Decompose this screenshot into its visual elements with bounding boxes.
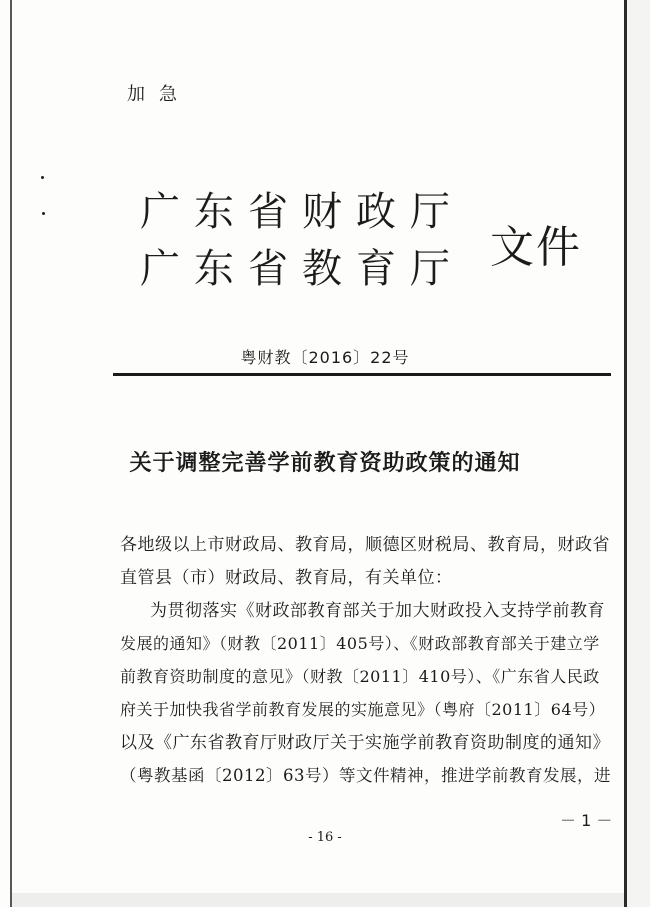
issuer-line-education: 广东省教育厅 — [140, 246, 464, 292]
body-line: （粤教基函〔2012〕63号）等文件精神，推进学前教育发展，进 — [120, 766, 611, 785]
body-line: 为贯彻落实《财政部教育部关于加大财政投入支持学前教育 — [150, 601, 605, 621]
document-title: 关于调整完善学前教育资助政策的通知 — [129, 450, 521, 476]
document-type-label: 文件 — [490, 222, 582, 273]
body-line: 发展的通知》（财教〔2011〕405号）、《财政部教育部关于建立学 — [120, 634, 600, 653]
body-line: 府关于加快我省学前教育发展的实施意见》（粤府〔2011〕64号） — [120, 700, 606, 719]
body-line: 各地级以上市财政局、教育局，顺德区财税局、教育局，财政省 — [120, 535, 610, 555]
header-divider — [113, 373, 611, 376]
document-number: 粤财教〔2016〕22号 — [240, 348, 410, 367]
body-line: 直管县（市）财政局、教育局，有关单位： — [120, 568, 453, 588]
urgency-label: 加急 — [127, 84, 191, 105]
scan-margin-bottom — [12, 893, 624, 907]
body-line: 以及《广东省教育厅财政厅关于实施学前教育资助制度的通知》 — [120, 733, 610, 753]
issuer-line-finance: 广东省财政厅 — [140, 189, 464, 235]
scan-speck — [42, 212, 45, 215]
page-number-total: - 16 - — [308, 830, 342, 845]
page-number-local: － 1 － — [560, 811, 613, 830]
scan-speck — [41, 176, 44, 179]
body-line: 前教育资助制度的意见》（财教〔2011〕410号）、《广东省人民政 — [120, 667, 600, 686]
